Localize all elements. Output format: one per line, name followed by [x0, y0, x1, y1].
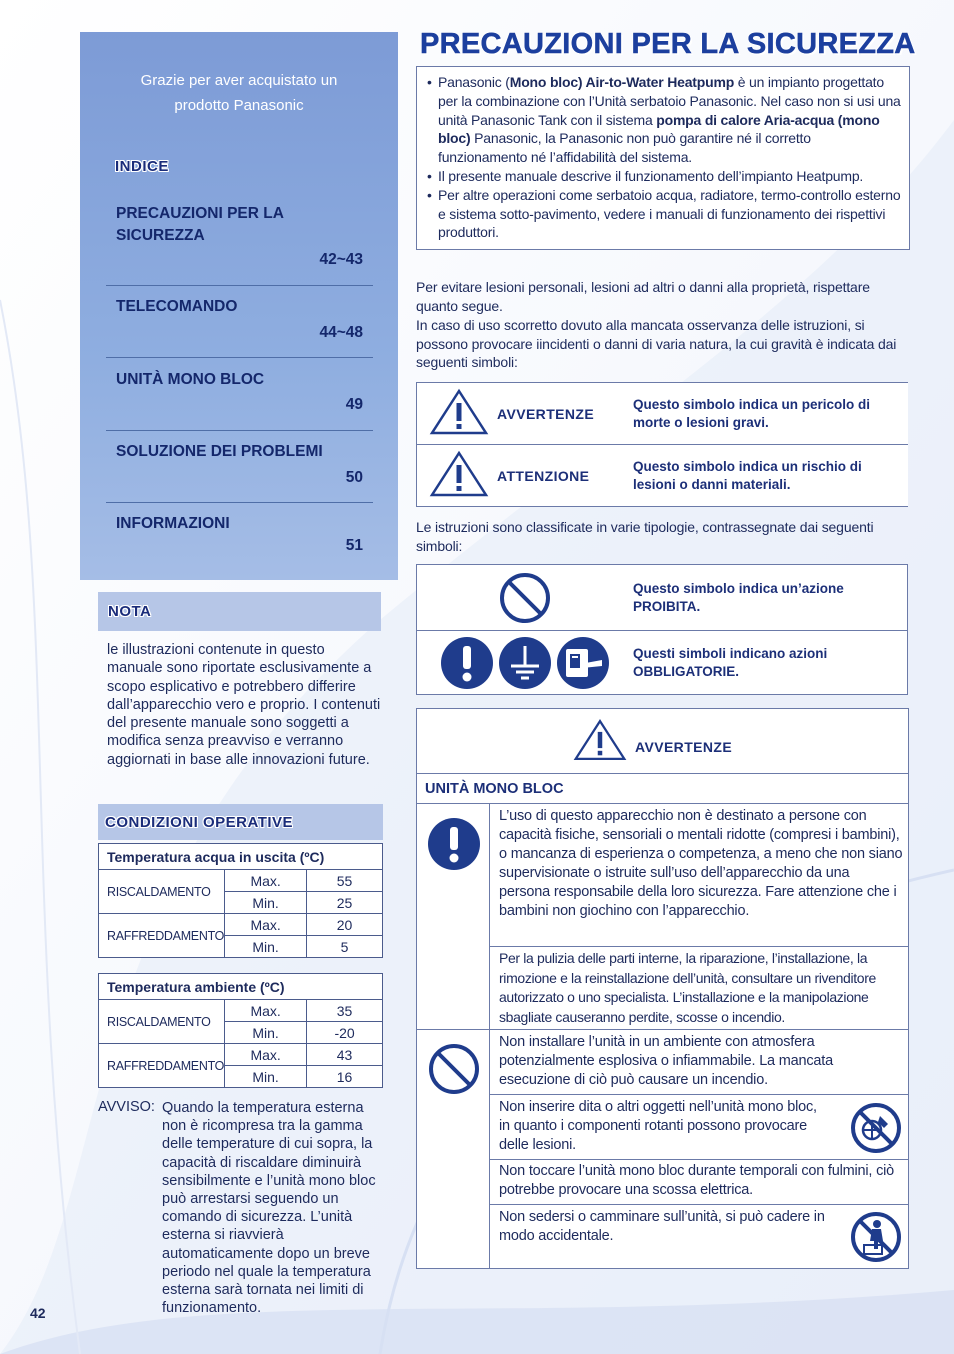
toc-item-mono-bloc[interactable] [106, 358, 373, 431]
intro-bullet: • Il presente manuale descrive il funzionamento dell’impianto Heatpump. [427, 167, 901, 186]
nota-header-bar [98, 592, 381, 631]
severity-description: Questo simbolo indica un rischio di lesioni o danni materiali. [633, 458, 862, 492]
warnings-section-row [417, 774, 908, 804]
warning-triangle-icon [573, 716, 627, 764]
ground-connection-icon [498, 636, 552, 690]
intro-bullet: • Per altre operazioni come serbatoio acqua, radiatore, termo-controllo esterno e sistema sotto-pavimento, vedere i manuali di funzionamento dei rispettivi produttori. [427, 186, 901, 242]
severity-label: ATTENZIONE [497, 467, 590, 484]
warnings-header [417, 709, 908, 774]
avviso-text: Quando la temperatura esterna non è ricompresa tra la gamma delle temperature di cui sopra, la capacità di riscaldare diminuirà sensibilmente e l’unità mono bloc può arrestarsi seguendo un comando di sicurezza. L’unità esterna si riavvierà automaticamente dopo un breve periodo nel quale la temperatura esterna sarà tornata nei limiti di funzionamento. [162, 1100, 376, 1317]
severity-row-warning [417, 383, 909, 445]
thanks-line-2: prodotto Panasonic [174, 97, 304, 114]
page-number: 42 [30, 1305, 46, 1321]
symbol-row-prohibited [417, 565, 908, 631]
bullet-text: è un impianto progettato per la combinazione con l’Unità serbatoio Panasonic. Nel caso non si usi una unità Panasonic Tank con il sistema [438, 74, 901, 128]
limit-label: Min. [225, 1022, 307, 1044]
limit-value: 43 [307, 1044, 383, 1066]
mandatory-exclamation-icon [427, 817, 481, 871]
warning-item: Non sedersi o camminare sull’unità, si può cadere in modo accidentale. [499, 1209, 825, 1244]
water-temperature-table [98, 843, 383, 958]
warning-item: Non inserire dita o altri oggetti nell’unità mono bloc, in quanto i componenti rotanti possono provocare delle lesioni. [499, 1099, 817, 1153]
limit-label: Min. [225, 1066, 307, 1088]
toc-item-pages: 44~48 [319, 324, 363, 341]
limit-label: Max. [225, 1000, 307, 1022]
table-header: Temperatura acqua in uscita (ºC) [99, 844, 383, 870]
limit-value: -20 [307, 1022, 383, 1044]
toc-item-pages: 51 [345, 537, 363, 554]
toc-item-info[interactable] [106, 503, 373, 573]
limit-value: 5 [307, 936, 383, 958]
toc-item-pages: 50 [345, 469, 363, 486]
bullet-text: Panasonic ( [438, 74, 510, 90]
toc-item-title: SOLUZIONE DEI PROBLEMI [116, 443, 323, 460]
limit-value: 55 [307, 870, 383, 892]
ambient-temperature-table [98, 973, 383, 1088]
page-title: PRECAUZIONI PER LA SICUREZZA [420, 28, 916, 60]
caution-triangle-icon [417, 450, 489, 501]
divider [489, 946, 908, 947]
avviso-label: AVVISO: [98, 1099, 155, 1115]
intro-box [416, 66, 910, 250]
section-title: UNITÀ MONO BLOC [425, 781, 564, 797]
intro-paragraph-2: In caso di uso scorretto dovuto alla mancata osservanza delle istruzioni, si possono provocare iincidenti o danni di varia natura, la cui gravità è indicata dai seguenti simboli: [416, 317, 897, 370]
divider [489, 1204, 908, 1205]
prohibited-icon [417, 571, 633, 625]
limit-label: Max. [225, 870, 307, 892]
warnings-label: AVVERTENZE [635, 739, 733, 755]
conditions-header-bar [98, 804, 383, 840]
divider [489, 1159, 908, 1160]
intro-bullet [427, 73, 901, 167]
warning-item: L’uso di questo apparecchio non è destinato a persone con capacità fisiche, sensoriali o mentali ridotte (compresi i bambini), o mancanza di esperienza o competenza, a meno che non siano supervisionate o istruite sull’uso dell’apparecchio da una persona responsabile della loro sicurezza. Fare attenzione che i bambini non giochino con l’apparecchio. [499, 808, 903, 919]
severity-description: Questo simbolo indica un pericolo di morte o lesioni gravi. [633, 396, 871, 430]
toc-item-title: UNITÀ MONO BLOC [116, 371, 265, 388]
toc-item-title: TELECOMANDO [116, 298, 238, 315]
severity-label: AVVERTENZE [497, 405, 595, 422]
nota-heading: NOTA [108, 603, 152, 620]
mode-cell: RISCALDAMENTO [99, 1000, 225, 1044]
mandatory-icons [417, 636, 633, 690]
divider [417, 1029, 908, 1030]
limit-value: 16 [307, 1066, 383, 1088]
limit-value: 25 [307, 892, 383, 914]
toc-item-safety[interactable] [106, 203, 373, 286]
toc-item-remote[interactable] [106, 286, 373, 358]
sidebar-panel [80, 32, 398, 580]
bullet-text: Panasonic, la Panasonic non può garantire né il corretto funzionamento né l’affidabilità del sistema. [438, 130, 811, 166]
symbol-description: Questo simbolo indica un’azione PROIBITA. [633, 580, 844, 614]
bullet-bold-text: Mono bloc) Air-to-Water Heatpump [509, 74, 735, 90]
limit-label: Min. [225, 936, 307, 958]
mode-cell: RAFFREDDAMENTO [99, 1044, 225, 1088]
thanks-line-1: Grazie per aver acquistato un [140, 72, 338, 89]
limit-value: 20 [307, 914, 383, 936]
index-heading: INDICE [115, 158, 169, 175]
divider [489, 1094, 908, 1095]
symbol-row-mandatory [417, 631, 908, 695]
limit-label: Max. [225, 1044, 307, 1066]
warning-item: Per la pulizia delle parti interne, la riparazione, l’installazione, la rimozione e la reinstallazione dell’unità, consultare un rivenditore autorizzato o uno specialista. L’installazione e la manipolazione sbagliate causeranno perdite, scosse o incendio. [499, 950, 876, 1025]
warning-item: Non toccare l’unità mono bloc durante temporali con fulmini, ciò potrebbe provocare una scossa elettrica. [499, 1163, 895, 1198]
toc-item-troubleshooting[interactable] [106, 431, 373, 503]
intro-paragraph-1: Per evitare lesioni personali, lesioni ad altri o danni alla proprietà, rispettare quanto segue. [416, 279, 870, 314]
conditions-heading: CONDIZIONI OPERATIVE [105, 814, 294, 831]
table-header: Temperatura ambiente (ºC) [99, 974, 383, 1000]
prohibited-icon [427, 1042, 481, 1096]
toc-item-pages: 49 [345, 396, 363, 413]
nota-text: le illustrazioni contenute in questo manuale sono riportate esclusivamente a scopo esplicativo e potrebbero differire dall’apparecchio vero e proprio. I contenuti del presente manuale sono soggetti a modifica senza preavviso e verranno aggiornati in base alle innovazioni future. [107, 642, 381, 768]
warning-item: Non installare l’unità in un ambiente con atmosfera potenzialmente esplosiva o infiammabile. La mancata esecuzione di ciò può causare un incendio. [499, 1034, 833, 1088]
mandatory-exclamation-icon [440, 636, 494, 690]
no-fingers-fan-icon [850, 1102, 902, 1154]
toc-item-pages: 42~43 [319, 251, 363, 268]
toc-item-title: INFORMAZIONI [116, 515, 230, 532]
limit-value: 35 [307, 1000, 383, 1022]
symbol-description: Questi simboli indicano azioni OBBLIGATORIE. [633, 645, 828, 679]
limit-label: Max. [225, 914, 307, 936]
limit-label: Min. [225, 892, 307, 914]
mode-cell: RISCALDAMENTO [99, 870, 225, 914]
divider [489, 804, 490, 1269]
warnings-box [416, 708, 909, 1269]
toc-item-title: PRECAUZIONI PER LA SICUREZZA [116, 205, 284, 244]
thanks-message [80, 68, 398, 118]
no-standing-on-unit-icon [850, 1211, 902, 1263]
instruction-symbol-table [416, 564, 908, 695]
warning-triangle-icon [417, 388, 489, 439]
mode-cell: RAFFREDDAMENTO [99, 914, 225, 958]
intro-paragraph-3: Le istruzioni sono classificate in varie tipologie, contrassegnate dai seguenti simboli: [416, 519, 874, 554]
unplug-icon [556, 636, 610, 690]
bullet-bold-text: pompa di calore Aria-acqua (mono bloc) [438, 111, 880, 147]
severity-symbol-table [416, 382, 908, 507]
severity-row-caution [417, 445, 909, 507]
